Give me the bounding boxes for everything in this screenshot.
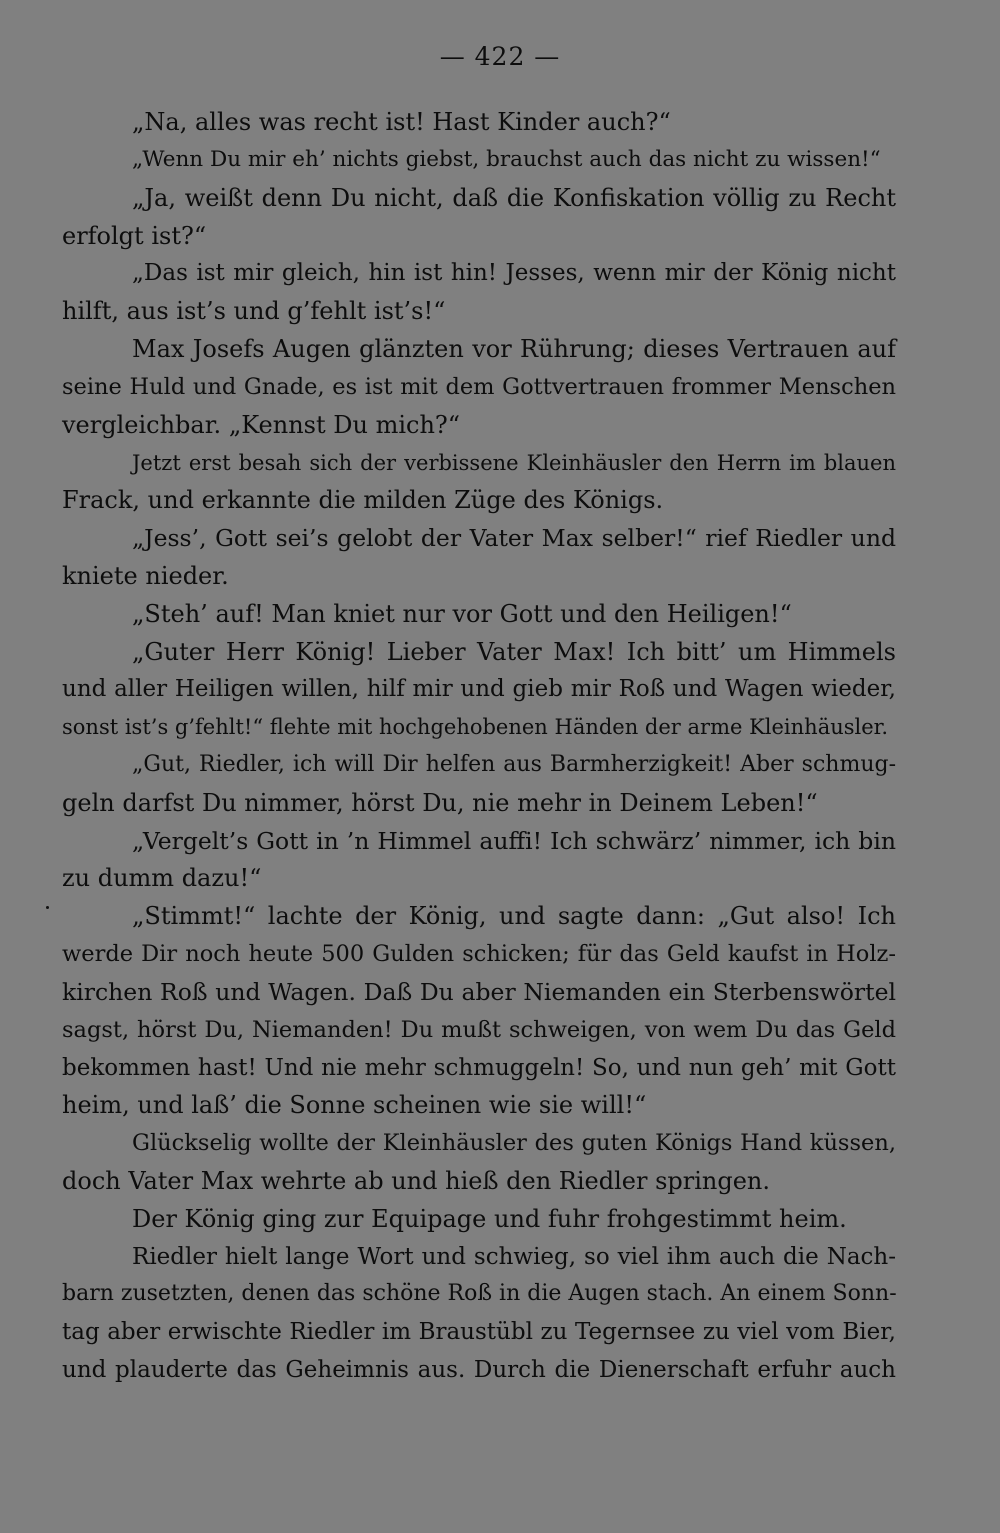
text-line: „Stimmt!“ lachte der König, und sagte dann: „Gut also! Ich [132, 902, 896, 930]
text-line: Max Josefs Augen glänzten vor Rührung; dieses Vertrauen auf [132, 335, 896, 363]
text-line: barn zusetzten, denen das schöne Roß in die Augen stach. An einem Sonn- [62, 1281, 897, 1306]
text-line: werde Dir noch heute 500 Gulden schicken; für das Geld kaufst in Holz- [62, 941, 896, 967]
text-line: heim, und laß’ die Sonne scheinen wie sie will!“ [62, 1091, 647, 1119]
text-line: „Vergelt’s Gott in ’n Himmel auffi! Ich schwärz’ nimmer, ich bin [132, 827, 896, 855]
text-line: Frack, und erkannte die milden Züge des Königs. [62, 486, 664, 514]
text-line: kirchen Roß und Wagen. Daß Du aber Niemanden ein Sterbenswörtel [62, 978, 896, 1006]
text-line: „Ja, weißt denn Du nicht, daß die Konfiskation völlig zu Recht [132, 184, 896, 212]
text-line: „Das ist mir gleich, hin ist hin! Jesses, wenn mir der König nicht [132, 260, 896, 286]
text-line: hilft, aus ist’s und g’fehlt ist’s!“ [62, 297, 446, 325]
text-line: sagst, hörst Du, Niemanden! Du mußt schweigen, von wem Du das Geld [62, 1017, 896, 1043]
text-line: vergleichbar. „Kennst Du mich?“ [62, 411, 461, 439]
text-line: Riedler hielt lange Wort und schwieg, so viel ihm auch die Nach- [132, 1244, 896, 1270]
text-line: „Wenn Du mir eh’ nichts giebst, brauchst auch das nicht zu wissen!“ [132, 147, 881, 172]
text-line: „Guter Herr König! Lieber Vater Max! Ich bitt’ um Himmels [132, 638, 896, 666]
text-line: geln darfst Du nimmer, hörst Du, nie mehr in Deinem Leben!“ [62, 789, 818, 817]
text-line: zu dumm dazu!“ [62, 864, 262, 892]
text-line: „Jess’, Gott sei’s gelobt der Vater Max selber!“ rief Riedler und [132, 524, 896, 552]
text-line: erfolgt ist?“ [62, 222, 207, 250]
page-number: — 422 — [439, 42, 561, 71]
text-line: „Na, alles was recht ist! Hast Kinder auch?“ [132, 108, 671, 136]
text-line: tag aber erwischte Riedler im Braustübl zu Tegernsee zu viel vom Bier, [62, 1319, 896, 1345]
text-line: „Gut, Riedler, ich will Dir helfen aus Barmherzigkeit! Aber schmug- [132, 752, 896, 777]
text-line: sonst ist’s g’fehlt!“ flehte mit hochgehobenen Händen der arme Kleinhäusler. [62, 715, 889, 739]
text-line: Jetzt erst besah sich der verbissene Kleinhäusler den Herrn im blauen [132, 451, 896, 475]
print-speck [46, 906, 49, 909]
text-line: und aller Heiligen willen, hilf mir und gieb mir Roß und Wagen wieder, [62, 676, 896, 702]
text-line: „Steh’ auf! Man kniet nur vor Gott und den Heiligen!“ [132, 600, 792, 628]
text-line: kniete nieder. [62, 562, 229, 590]
text-line: Glückselig wollte der Kleinhäusler des guten Königs Hand küssen, [132, 1130, 896, 1156]
text-line: doch Vater Max wehrte ab und hieß den Riedler springen. [62, 1167, 771, 1195]
text-line: und plauderte das Geheimnis aus. Durch die Dienerschaft erfuhr auch [62, 1357, 896, 1383]
text-line: bekommen hast! Und nie mehr schmuggeln! So, und nun geh’ mit Gott [62, 1055, 896, 1081]
text-line: Der König ging zur Equipage und fuhr frohgestimmt heim. [132, 1205, 847, 1233]
text-line: seine Huld und Gnade, es ist mit dem Gottvertrauen frommer Menschen [62, 374, 896, 400]
